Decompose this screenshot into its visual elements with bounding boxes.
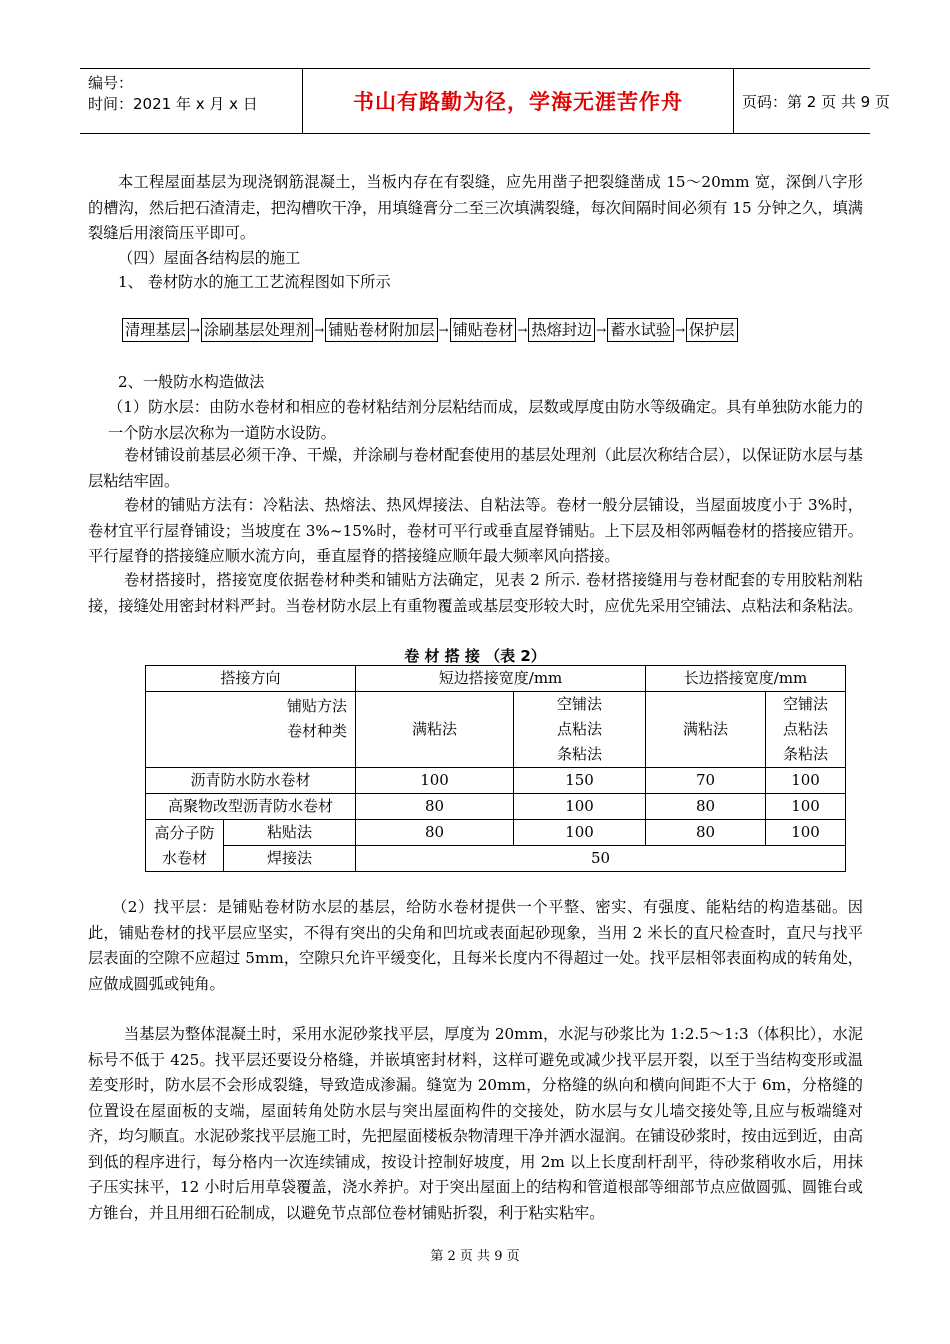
page-header <box>80 68 890 134</box>
header-empty-bond: 空铺法 <box>783 695 829 713</box>
header-strip-bond: 条粘法 <box>557 745 603 763</box>
table-row <box>146 794 846 820</box>
doc-number: 编号： <box>88 74 134 92</box>
table-caption: 卷 材 搭 接 （表 2） <box>404 647 546 665</box>
header-spot-bond: 点粘法 <box>557 720 603 738</box>
table-cell: 50 <box>356 846 846 872</box>
table-cell: 100 <box>514 820 646 846</box>
header-partial-bond <box>766 692 846 768</box>
header-direction: 搭接方向 <box>146 666 356 692</box>
header-strip-bond: 条粘法 <box>783 745 829 763</box>
row-group-label <box>146 820 224 872</box>
table-cell: 100 <box>514 794 646 820</box>
flow-step: 蓄水试验 <box>607 318 674 342</box>
table-row <box>146 666 846 692</box>
header-method: 铺贴方法 <box>287 697 348 715</box>
header-info <box>88 73 298 115</box>
flow-step: 铺贴卷材 <box>450 318 517 342</box>
header-type: 卷材种类 <box>287 722 348 740</box>
arrow-right-icon: → <box>674 323 685 337</box>
flow-step: 清理基层 <box>122 318 189 342</box>
doc-date: 时间：2021 年 x 月 x 日 <box>88 95 258 113</box>
paragraph-leveling-layer: （2）找平层：是铺贴卷材防水层的基层，给防水卷材提供一个平整、密实、有强度、能粘结的构造基础。因此，铺贴卷材的找平层应坚实，不得有突出的尖角和凹坑或表面起砂现象，当用 2 米长的直尺检查时，直尺与找平层表面的空隙不应超过 5mm，空隙只允许平缓变化，且每米长度内不得超过一处。找平层相邻表面构成的转角处，应做成圆弧或钝角。 <box>88 898 863 993</box>
arrow-right-icon: → <box>189 323 200 337</box>
table-cell: 100 <box>356 768 514 794</box>
table-row <box>146 768 846 794</box>
header-short-edge: 短边搭接宽度/mm <box>356 666 646 692</box>
arrow-right-icon: → <box>517 323 528 337</box>
flow-step: 热熔封边 <box>528 318 595 342</box>
header-partial-bond <box>514 692 646 768</box>
table-cell: 70 <box>646 768 766 794</box>
header-spot-bond: 点粘法 <box>783 720 829 738</box>
row-group-line: 高分子防 <box>154 823 215 842</box>
list-item-2: 2、一般防水构造做法 <box>118 373 265 391</box>
paragraph-waterproof-methods: 卷材的铺贴方法有：冷粘法、热熔法、热风焊接法、自粘法等。卷材一般分层铺设，当屋面坡度小于 3%时，卷材宜平行屋脊铺设；当坡度在 3%~15%时，卷材可平行或垂直屋脊铺贴。上下层及相邻两幅卷材的搭接应错开。平行屋脊的搭接缝应顺水流方向，垂直屋脊的搭接缝应顺年最大频率风向搭接。 <box>88 496 863 565</box>
page-footer: 第 2 页 共 9 页 <box>430 1249 520 1264</box>
table-cell: 80 <box>356 820 514 846</box>
header-long-edge: 长边搭接宽度/mm <box>646 666 846 692</box>
row-label: 粘贴法 <box>224 820 356 846</box>
header-empty-bond: 空铺法 <box>557 695 603 713</box>
flow-step: 铺贴卷材附加层 <box>325 318 437 342</box>
paragraph-waterproof-layer: （1）防水层：由防水卷材和相应的卷材粘结剂分层粘结而成，层数或厚度由防水等级确定。具有单独防水能力的一个防水层次称为一道防水设防。 <box>108 398 863 442</box>
arrow-right-icon: → <box>314 323 325 337</box>
table-row <box>146 820 846 846</box>
arrow-right-icon: → <box>596 323 607 337</box>
section-heading: （四）屋面各结构层的施工 <box>118 249 301 267</box>
header-full-bond: 满粘法 <box>356 692 514 768</box>
overlap-table <box>145 665 846 872</box>
table-row <box>146 692 846 768</box>
table-cell: 80 <box>646 820 766 846</box>
table-cell: 100 <box>766 794 846 820</box>
row-label: 沥青防水防水卷材 <box>146 768 356 794</box>
row-group-line: 水卷材 <box>161 848 207 867</box>
header-page-number: 页码：第 2 页 共 9 页 <box>742 92 890 111</box>
flow-step: 保护层 <box>686 318 738 342</box>
table-cell: 150 <box>514 768 646 794</box>
table-cell: 100 <box>766 768 846 794</box>
paragraph-leveling-construction: 当基层为整体混凝土时，采用水泥砂浆找平层，厚度为 20mm，水泥与砂浆比为 1:2.5～1:3（体积比），水泥标号不低于 425。找平层还要设分格缝，并嵌填密封材料，这样可避免或减少找平层开裂，以至于当结构变形或温差变形时，防水层不会形成裂缝，导致造成渗漏。缝宽为 20mm，分格缝的纵向和横向间距不大于 6m，分格缝的位置设在屋面板的支端，屋面转角处防水层与突出屋面构件的交接处，防水层与女儿墙交接处等,且应与板端缝对齐，均匀顺直。水泥砂浆找平层施工时，先把屋面楼板杂物清理干净并洒水湿润。在铺设砂浆时，按由远到近，由高到低的程序进行，每分格内一次连续铺成，按设计控制好坡度，用 2m 以上长度刮杆刮平，待砂浆稍收水后，用抹子压实抹平，12 小时后用草袋覆盖，浇水养护。对于突出屋面上的结构和管道根部等细部节点应做圆弧、圆锥台或方锥台，并且用细石砼制成，以避免节点部位卷材铺贴折裂，利于粘实粘牢。 <box>88 1025 863 1222</box>
table-cell: 100 <box>766 820 846 846</box>
flow-step: 涂刷基层处理剂 <box>201 318 313 342</box>
row-label: 高聚物改型沥青防水卷材 <box>146 794 356 820</box>
header-motto: 书山有路勤为径，学海无涯苦作舟 <box>302 69 734 133</box>
paragraph-waterproof-prep: 卷材铺设前基层必须干净、干燥，并涂刷与卷材配套使用的基层处理剂（此层次称结合层），以保证防水层与基层粘结牢固。 <box>88 446 863 490</box>
header-full-bond: 满粘法 <box>646 692 766 768</box>
row-label: 焊接法 <box>224 846 356 872</box>
process-flowchart <box>122 318 738 342</box>
table-cell: 80 <box>356 794 514 820</box>
arrow-right-icon: → <box>438 323 449 337</box>
list-item-1: 1、 卷材防水的施工工艺流程图如下所示 <box>118 273 391 291</box>
table-cell: 80 <box>646 794 766 820</box>
table-row <box>146 846 846 872</box>
paragraph-base-crack: 本工程屋面基层为现浇钢筋混凝土，当板内存在有裂缝，应先用凿子把裂缝凿成 15～20mm 宽，深倒八字形的槽沟，然后把石渣清走，把沟槽吹干净，用填缝膏分二至三次填满裂缝，每次间隔时间必须有 15 分钟之久，填满裂缝后用滚筒压平即可。 <box>88 173 863 242</box>
paragraph-waterproof-overlap: 卷材搭接时，搭接宽度依据卷材种类和铺贴方法确定，见表 2 所示. 卷材搭接缝用与卷材配套的专用胶粘剂粘接，接缝处用密封材料严封。当卷材防水层上有重物覆盖或基层变形较大时，应优先采用空铺法、点粘法和条粘法。 <box>88 571 863 615</box>
header-method-type <box>146 692 356 768</box>
